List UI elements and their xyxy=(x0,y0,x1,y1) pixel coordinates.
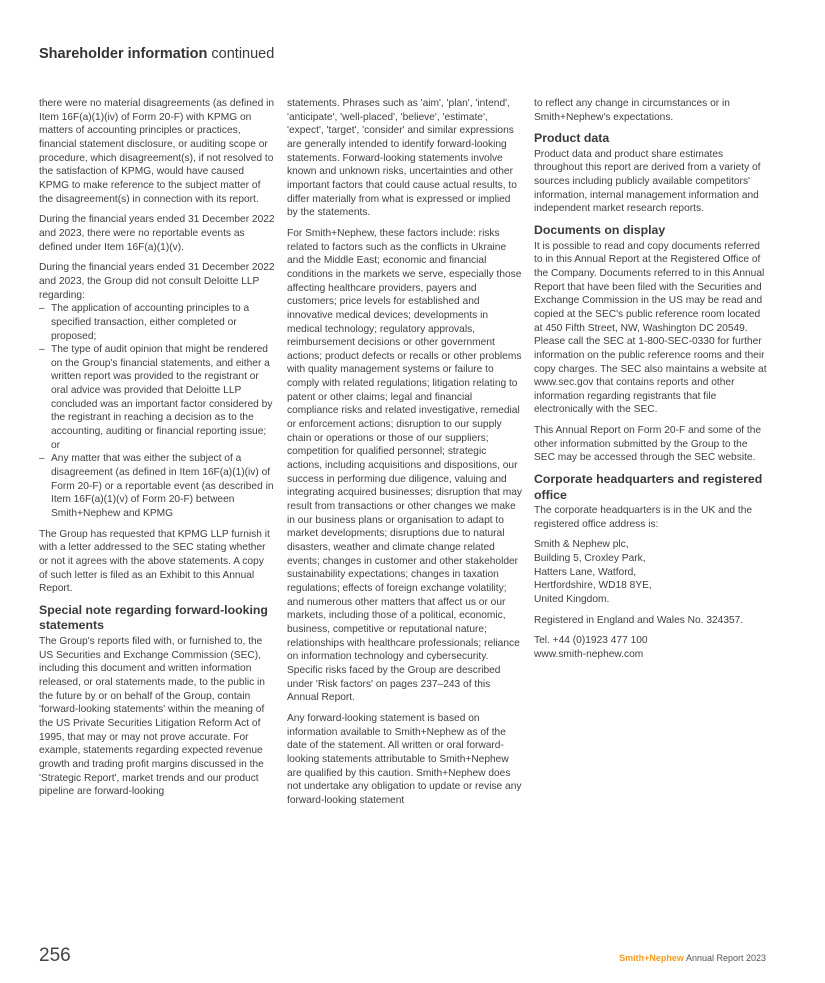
header-suffix: continued xyxy=(211,46,275,62)
address-line: Hertfordshire, WD18 8YE, xyxy=(534,580,652,592)
brand-name: Smith+Nephew xyxy=(619,953,684,963)
header-title: Shareholder information xyxy=(39,46,208,62)
bullet-list xyxy=(39,302,275,521)
paragraph: Product data and product share estimates throughout this report are derived from a variety of sources including publicly available competitors' information, internal management information and independent market research reports. xyxy=(534,148,761,215)
paragraph: Any forward-looking statement is based on information available to Smith+Nephew as of the date of the statement. All written or oral forward-looking statements attributable to Smith+Nephew are qualified by this caution. Smith+Nephew does not undertake any obligation to update or revise any forward-looking statement xyxy=(287,712,522,806)
address-line: Hatters Lane, Watford, xyxy=(534,566,637,578)
telephone: Tel. +44 (0)1923 477 100 xyxy=(534,635,648,647)
column-2 xyxy=(287,97,523,814)
section-heading-product-data: Product data xyxy=(534,131,610,146)
column-3 xyxy=(534,97,770,662)
address-line: Building 5, Croxley Park, xyxy=(534,553,646,565)
address-line: United Kingdom. xyxy=(534,594,610,606)
list-item: – The application of accounting principles to a specified transaction, either completed or proposed; xyxy=(39,302,275,343)
paragraph: It is possible to read and copy documents referred to in this Annual Report at the Registered Office of the Company. Documents referred to in this Annual Report that have been filed with the Securities and Exchange Commission in the US may be read and copied at the SEC's public reference room located at 450 Fifth Street, NW, Washington DC 20549. Please call the SEC at 1-800-SEC-0330 for further information on the public reference rooms and their copy charges. The SEC also maintains a website at www.sec.gov that contains reports and other information regarding registrants that file electronically with the SEC. xyxy=(534,240,767,416)
paragraph: statements. Phrases such as 'aim', 'plan', 'intend', 'anticipate', 'well-placed', 'believe', 'estimate', 'expect', 'target', 'consider' and similar expressions are generally intended to identify forward-looking statements. Forward-looking statements involve known and unknown risks, uncertainties and other important factors that could cause actual results, to differ materially from what is expressed or implied by the statements. xyxy=(287,98,517,219)
page-header xyxy=(39,46,274,62)
section-heading-corporate-hq: Corporate headquarters and registered office xyxy=(534,472,763,502)
section-heading-documents: Documents on display xyxy=(534,223,666,238)
paragraph: During the financial years ended 31 December 2022 and 2023, there were no reportable events as defined under Item 16F(a)(1)(v). xyxy=(39,214,275,253)
registered-address xyxy=(534,538,770,606)
list-item: – The type of audit opinion that might be rendered on the Group's financial statements, and either a written report was provided to the registrant or oral advice was provided that Deloitte LLP concluded was an important factor considered by the registrant in reaching a decision as to the accounting, auditing or financial reporting issue; or xyxy=(39,343,275,452)
paragraph: During the financial years ended 31 December 2022 and 2023, the Group did not consult Deloitte LLP regarding: xyxy=(39,262,275,301)
address-line: Smith & Nephew plc, xyxy=(534,539,629,551)
section-heading-forward-looking: Special note regarding forward-looking statements xyxy=(39,602,268,633)
list-item: – Any matter that was either the subject of a disagreement (as defined in Item 16F(a)(1)(iv) of Form 20-F) or a reportable event (as described in Item 16F(a)(1)(v) of Form 20-F) between Smith+Nephew and KPMG xyxy=(39,452,275,520)
paragraph: This Annual Report on Form 20-F and some of the other information submitted by the Group to the SEC may be accessed through the SEC website. xyxy=(534,425,762,464)
paragraph: there were no material disagreements (as defined in Item 16F(a)(1)(iv) of Form 20-F) with KPMG on matters of accounting principles or practices, financial statement disclosure, or auditing scope or procedure, which disagreement(s), if not resolved to the satisfaction of KPMG, would have caused KPMG to make reference to the subject matter of the disagreement(s) in connection with its report. xyxy=(39,98,275,205)
paragraph: Registered in England and Wales No. 324357. xyxy=(534,614,744,626)
paragraph: The corporate headquarters is in the UK and the registered office address is: xyxy=(534,505,753,530)
website-link[interactable]: www.smith-nephew.com xyxy=(534,649,644,660)
paragraph: The Group has requested that KPMG LLP furnish it with a letter addressed to the SEC stating whether or not it agrees with the above statements. A copy of such letter is filed as an Exhibit to this Annual Report. xyxy=(39,528,270,595)
paragraph: to reflect any change in circumstances or in Smith+Nephew's expectations. xyxy=(534,98,730,123)
column-1 xyxy=(39,97,275,806)
footer-brand xyxy=(619,953,766,963)
report-name: Annual Report 2023 xyxy=(685,953,766,963)
page-number: 256 xyxy=(39,945,71,966)
paragraph: The Group's reports filed with, or furnished to, the US Securities and Exchange Commission (SEC), including this document and written information released, or oral statements made, to the public in the future by or on behalf of the Group, contain 'forward-looking statements' within the meaning of the US Private Securities Litigation Reform Act of 1995, that may or may not prove accurate. For example, statements regarding expected revenue growth and trading profit margins discussed in the 'Strategic Report', market trends and our product pipeline are forward-looking xyxy=(39,635,265,798)
paragraph: For Smith+Nephew, these factors include: risks related to factors such as the conflicts in Ukraine and the Middle East; economic and financial conditions in the markets we serve, especially those affecting healthcare providers, payers and customers; price levels for established and innovative medical devices; developments in medical technology; regulatory approvals, reimbursement decisions or other government actions; product defects or recalls or other problems with quality management systems or failure to comply with related regulations; litigation relating to patent or other claims; legal and financial compliance risks and related investigative, remedial or enforcement actions; disruption to our supply chain or operations or those of our suppliers; competition for qualified personnel; strategic actions, including acquisitions and dispositions, our success in performing due diligence, valuing and integrating acquired businesses; disruption that may result from transactions or other changes we make in our business plans or organisation to adapt to market developments; disruptions due to natural disasters, weather and climate change related events; changes in customer and other stakeholder sustainability expectations; changes in taxation regulations; effects of foreign exchange volatility; and numerous other matters that affect us or our markets, including those of a political, economic, business, competitive or reputational nature; relationships with healthcare professionals; reliance on information technology and cybersecurity. Specific risks faced by the Group are described under 'Risk factors' on pages 237–243 of this Annual Report. xyxy=(287,227,523,704)
